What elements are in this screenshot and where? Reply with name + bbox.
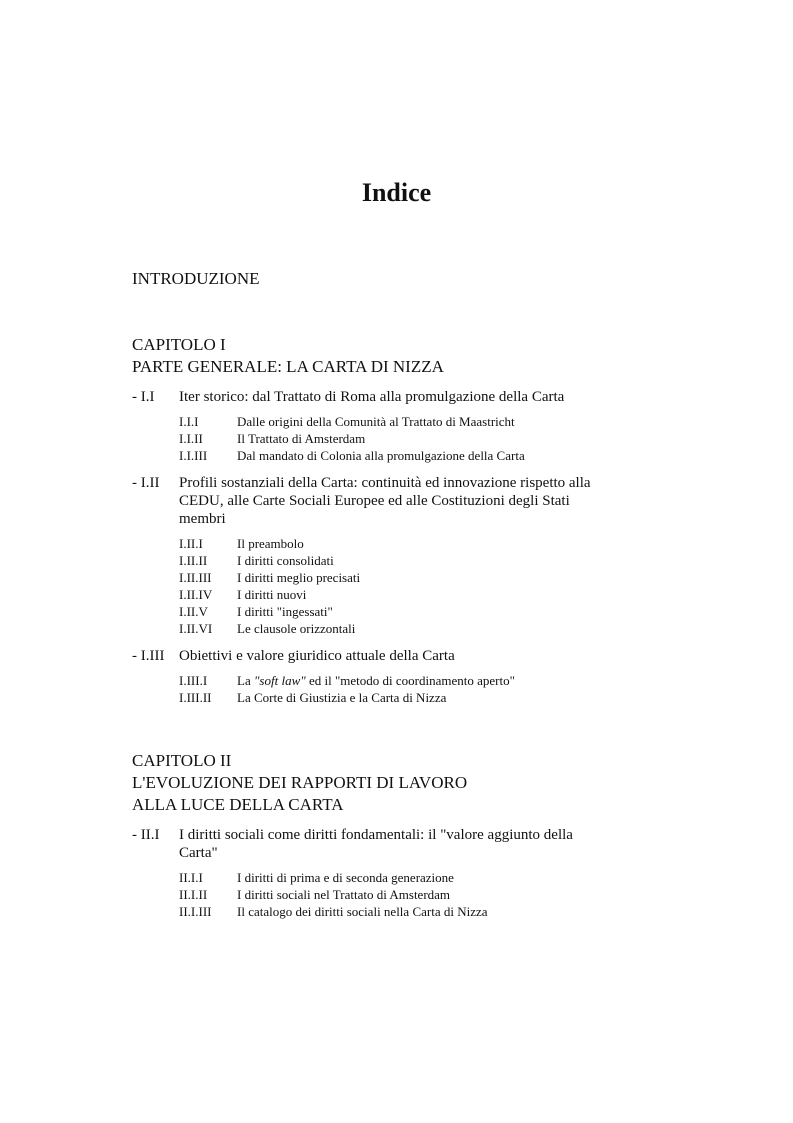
subsection-title <box>237 672 612 689</box>
subsection-entry <box>179 886 612 903</box>
section-title: Profili sostanziali della Carta: continuità ed innovazione rispetto alla CEDU, alle Carte Sociali Europee ed alle Costituzioni degli Stati membri <box>179 475 591 527</box>
subsection-title: I diritti consolidati <box>237 553 334 568</box>
subsection-title: Il preambolo <box>237 536 304 551</box>
subsection-title: Le clausole orizzontali <box>237 621 356 636</box>
subsection-entry <box>179 535 612 552</box>
section-title: I diritti sociali come diritti fondamentali: il "valore aggiunto della Carta" <box>179 827 573 861</box>
subsection-code: I.II.I <box>179 536 203 551</box>
subsection-code: I.II.V <box>179 604 208 619</box>
subsection-title: Dalle origini della Comunità al Trattato di Maastricht <box>237 414 515 429</box>
subsection-title: La Corte di Giustizia e la Carta di Nizza <box>237 690 447 705</box>
subsection-title: Dal mandato di Colonia alla promulgazione della Carta <box>237 448 525 463</box>
subsection-title-italic: "soft law" <box>253 673 306 688</box>
subsection-title: I diritti "ingessati" <box>237 604 333 619</box>
subsection-code: I.II.IV <box>179 587 213 602</box>
subsection-entry <box>179 586 612 603</box>
subsection-code: II.I.III <box>179 904 212 919</box>
section-entry <box>132 647 612 706</box>
chapter-heading <box>132 334 612 378</box>
subsection-title: I diritti meglio precisati <box>237 570 361 585</box>
subsection-entry <box>179 447 612 464</box>
subsection-entry <box>179 552 612 569</box>
page-title: Indice <box>361 178 432 207</box>
introduction-entry: INTRODUZIONE <box>132 269 260 288</box>
chapter-title: L'EVOLUZIONE DEI RAPPORTI DI LAVORO <box>132 773 468 792</box>
section-entry <box>132 826 612 920</box>
subsection-title-prefix: La <box>237 673 254 688</box>
chapter-label: CAPITOLO I <box>132 335 226 354</box>
section-entry <box>132 388 612 464</box>
section-title: Obiettivi e valore giuridico attuale della Carta <box>179 648 455 664</box>
subsection-entry <box>179 620 612 637</box>
subsection-entry <box>179 413 612 430</box>
subsection-code: I.II.VI <box>179 621 213 636</box>
subsection-title-suffix: ed il "metodo di coordinamento aperto" <box>305 673 515 688</box>
subsection-code: II.I.I <box>179 870 203 885</box>
subsection-code: I.III.II <box>179 690 212 705</box>
subsection-title: I diritti nuovi <box>237 587 307 602</box>
subsection-title: I diritti di prima e di seconda generazione <box>237 870 454 885</box>
table-of-contents <box>132 268 612 920</box>
chapter-1 <box>132 334 612 706</box>
subsection-code: I.I.I <box>179 414 199 429</box>
section-entry <box>132 474 612 637</box>
section-code: - I.I <box>132 389 155 405</box>
section-code: - I.II <box>132 475 160 491</box>
section-code: - I.III <box>132 648 165 664</box>
section-title: Iter storico: dal Trattato di Roma alla promulgazione della Carta <box>179 389 565 405</box>
chapter-2 <box>132 750 612 920</box>
subsection-title: Il Trattato di Amsterdam <box>237 431 366 446</box>
subsection-entry <box>179 869 612 886</box>
subsection-entry <box>179 672 612 689</box>
subsection-title: I diritti sociali nel Trattato di Amsterdam <box>237 887 451 902</box>
subsection-code: I.I.II <box>179 431 203 446</box>
chapter-title: PARTE GENERALE: LA CARTA DI NIZZA <box>132 357 444 376</box>
subsection-code: I.III.I <box>179 673 208 688</box>
subsection-entry <box>179 903 612 920</box>
subsection-list <box>179 869 612 920</box>
subsection-code: I.II.III <box>179 570 212 585</box>
subsection-list <box>179 413 612 464</box>
subsection-entry <box>179 430 612 447</box>
subsection-code: I.II.II <box>179 553 208 568</box>
subsection-entry <box>179 569 612 586</box>
chapter-label: CAPITOLO II <box>132 751 232 770</box>
subsection-code: I.I.III <box>179 448 208 463</box>
chapter-title: ALLA LUCE DELLA CARTA <box>132 795 344 814</box>
subsection-list <box>179 672 612 706</box>
subsection-entry <box>179 603 612 620</box>
subsection-title: Il catalogo dei diritti sociali nella Carta di Nizza <box>237 904 488 919</box>
section-code: - II.I <box>132 827 160 843</box>
subsection-code: II.I.II <box>179 887 208 902</box>
subsection-list <box>179 535 612 637</box>
chapter-heading <box>132 750 612 816</box>
subsection-entry <box>179 689 612 706</box>
